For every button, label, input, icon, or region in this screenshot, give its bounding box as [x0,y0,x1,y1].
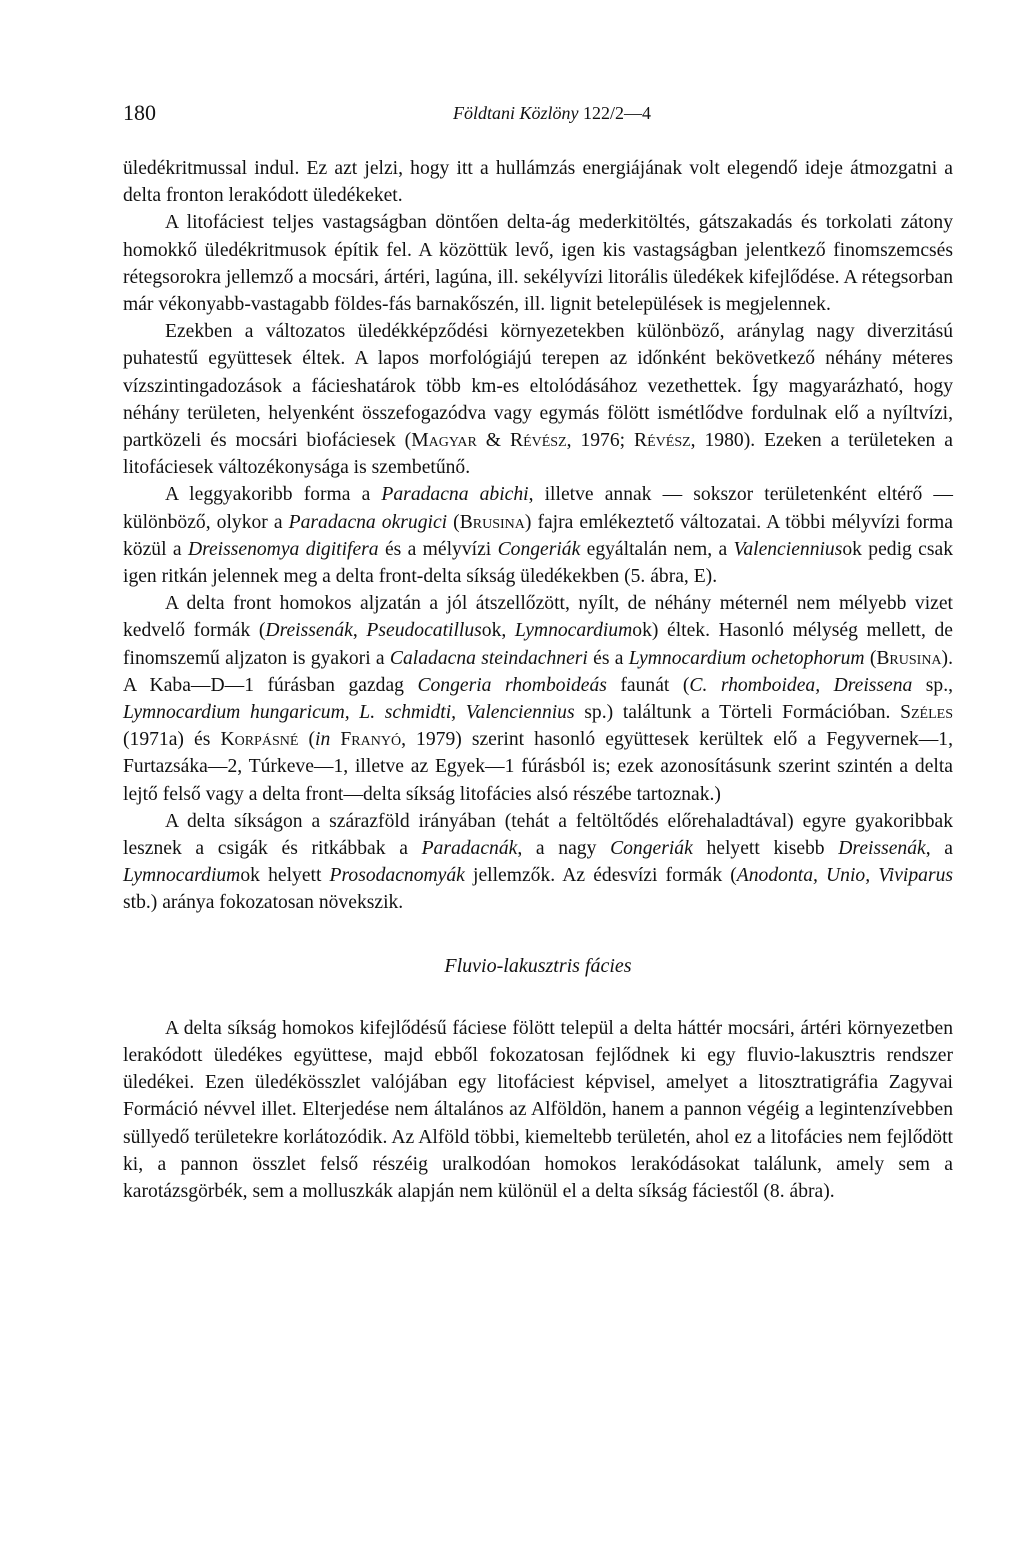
text-run: üledékritmussal indul. Ez azt jelzi, hogy itt a hullámzás energiájának volt elegendő ideje átmozgatni a delta fronton lerakódott üledékeket. [123,158,953,207]
text-run: ( [298,729,316,751]
paragraph [123,481,953,590]
italic-run: Dreissenák [265,620,353,642]
text-run: egyáltalán nem, a [580,538,734,560]
text-run: sp.) találtunk a Törteli Formációban. [574,702,901,724]
italic-run: Anodonta, Unio, Viviparus [736,865,953,887]
smallcaps-run: Széles [900,702,953,724]
text-run: stb.) aránya fokozatosan növekszik. [123,892,404,914]
smallcaps-run: Brusina [459,511,525,533]
italic-run: in [315,729,331,751]
text-run: ok helyett [240,865,330,887]
text-run: ). A Kaba—D—1 fúrásban gazdag [123,647,953,696]
italic-run: Lymnocardium [123,865,241,887]
text-run: ( [864,647,877,669]
paragraph [123,590,953,808]
italic-run: Dreissenomya digitifera [187,538,379,560]
paragraph [123,808,953,917]
italic-run: Congeriák [610,838,693,860]
text-run: és a [587,647,629,669]
page-number: 180 [123,100,156,125]
text-run: sp., [912,674,954,696]
italic-run: Caladacna steindachneri [389,647,588,669]
italic-run: Valenciennius [733,538,843,560]
body-text [123,155,953,1205]
paragraph [123,1015,953,1205]
text-run: , illetve annak — sokszor területenként eltérő — különböző, olykor a [123,484,953,533]
text-run: , 1976; [566,430,635,452]
text-run: (1971a) és [123,729,221,751]
italic-run: Congeriák [497,538,581,560]
text-run: A delta síkság homokos kifejlődésű fáciese fölött települ a delta háttér mocsári, ártéri környezetben lerakódott üledékes együttese, majd ebből fokozatosan fejlődnek ki egy fluvio-lakusztris rendszer üledékei. Ezen üledékösszlet valójában egy litofáciest képvisel, amelyet a litosztratigráfia Zagyvai Formáció névvel illet. Elterjedése nem általános az Alföldön, hanem a pannon végéig a legintenzívebben süllyedő területekre korlátozódik. Az Alföld többi, kiemeltebb területén, ahol ez a litofácies nem fejlődött ki, a pannon összlet felső részéig uralkodóan homokos lerakódásokat találunk, amely sem a karotázsgörbék, sem a molluszkák alapján nem különül el a delta síkság fáciestől (8. ábra). [123,1017,953,1202]
italic-run: Lymnocardium hungaricum, L. schmidti, Valenciennius [123,702,575,724]
italic-run: Prosodacnomyák [329,865,465,887]
text-run: helyett kisebb [692,838,839,860]
smallcaps-run: Révész [510,430,567,452]
text-run: jellemzők. Az édesvízi formák ( [464,865,737,887]
italic-run: Lymnocardium ochetophorum [628,647,865,669]
text-run: ) fajra emlékeztető változatai. A többi mélyvízi forma közül a [123,511,953,560]
smallcaps-run: Magyar [411,430,477,452]
journal-reference [453,98,651,128]
paragraph [123,209,953,318]
paragraph [123,318,953,481]
smallcaps-run: Révész [634,430,691,452]
smallcaps-run: Korpásné [220,729,299,751]
section-heading: Fluvio-lakusztris fácies [444,954,632,977]
text-run: , a nagy [517,838,611,860]
text-run: , a [925,838,953,860]
running-head [123,98,953,128]
text-run: ok) éltek. Hasonló mélység mellett, de finomszemű aljzaton is gyakori a [123,620,953,669]
italic-run: Congeria rhomboideás [417,674,607,696]
text-run: A delta front homokos aljzatán a jól átszellőzött, nyílt, de néhány méternél nem mélyebb vizet kedvelő formák ( [123,593,953,642]
text-run: és a mélyvízi [378,538,498,560]
italic-run: Paradacnák [421,838,518,860]
text-run: A litofáciest teljes vastagságban döntően delta-ág mederkitöltés, gátszakadás és torkolati zátony homokkő üledékritmusok építik fel. A közöttük levő, igen kis vastagságban jelentkező finomszemcsés rétegsorokra jellemző a mocsári, ártéri, lagúna, ill. sekélyvízi litorális üledékek kifejlődése. A rétegsorban már vékonyabb-vastagabb földes-fás barnakőszén, ill. lignit betelepülések is megjelennek. [123,212,953,316]
smallcaps-run: Brusina [876,647,942,669]
italic-run: Dreissenák [838,838,926,860]
text-run [330,729,340,750]
text-run: , 1980). Ezeken a területeken a litofáciesek változékonysága is szembetűnő. [123,430,953,479]
italic-run: Pseudocatillus [366,620,482,642]
text-run: & [476,430,510,452]
italic-run: Lymnocardium [514,620,633,642]
text-run: faunát ( [606,674,690,696]
journal-name: Földtani Közlöny [453,103,579,123]
italic-run: C. rhomboidea, Dreissena [689,674,913,696]
smallcaps-run: Franyó [340,729,402,751]
italic-run: Paradacna abichi [381,484,529,506]
journal-volume: 122/2—4 [578,103,652,123]
italic-run: Paradacna okrugici [288,511,448,533]
text-run: A leggyakoribb forma a [165,484,382,506]
text-run: Ezekben a változatos üledékképződési környezetekben különböző, aránylag nagy diverzitású puhatestű együttesek éltek. A lapos morfológiájú terepen az időnként bekövetkező néhány méteres vízszintingadozások a fácieshatárok több km-es eltolódásához vezethettek. Így magyarázható, hogy néhány területen, helyenként összefogazódva vagy egymás fölött ismétlődve fordulnak elő a nyíltvízi, partközeli és mocsári biofáciesek ( [123,321,953,452]
text-run: , [352,620,367,642]
text-run: ( [447,511,460,533]
text-run: A delta síkságon a szárazföld irányában (tehát a feltöltődés előrehaladtával) egyre gyakoribbak lesznek a csigák és ritkábbak a [123,810,953,860]
document-page [123,98,953,1205]
text-run: ok pedig csak igen ritkán jelennek meg a delta front-delta síkság üledékekben (5. ábra, E). [123,538,953,588]
text-run: ok, [481,620,515,642]
paragraph [123,155,953,209]
text-run: , 1979) szerint hasonló együttesek kerültek elő a Fegyvernek—1, Furtazsáka—2, Túrkeve—1, illetve az Egyek—1 fúrásból is; ezek azonosításunk szerint szintén a delta lejtő felső vagy a delta front—delta síkság litofácies alsó részébe tartoznak.) [123,729,953,805]
